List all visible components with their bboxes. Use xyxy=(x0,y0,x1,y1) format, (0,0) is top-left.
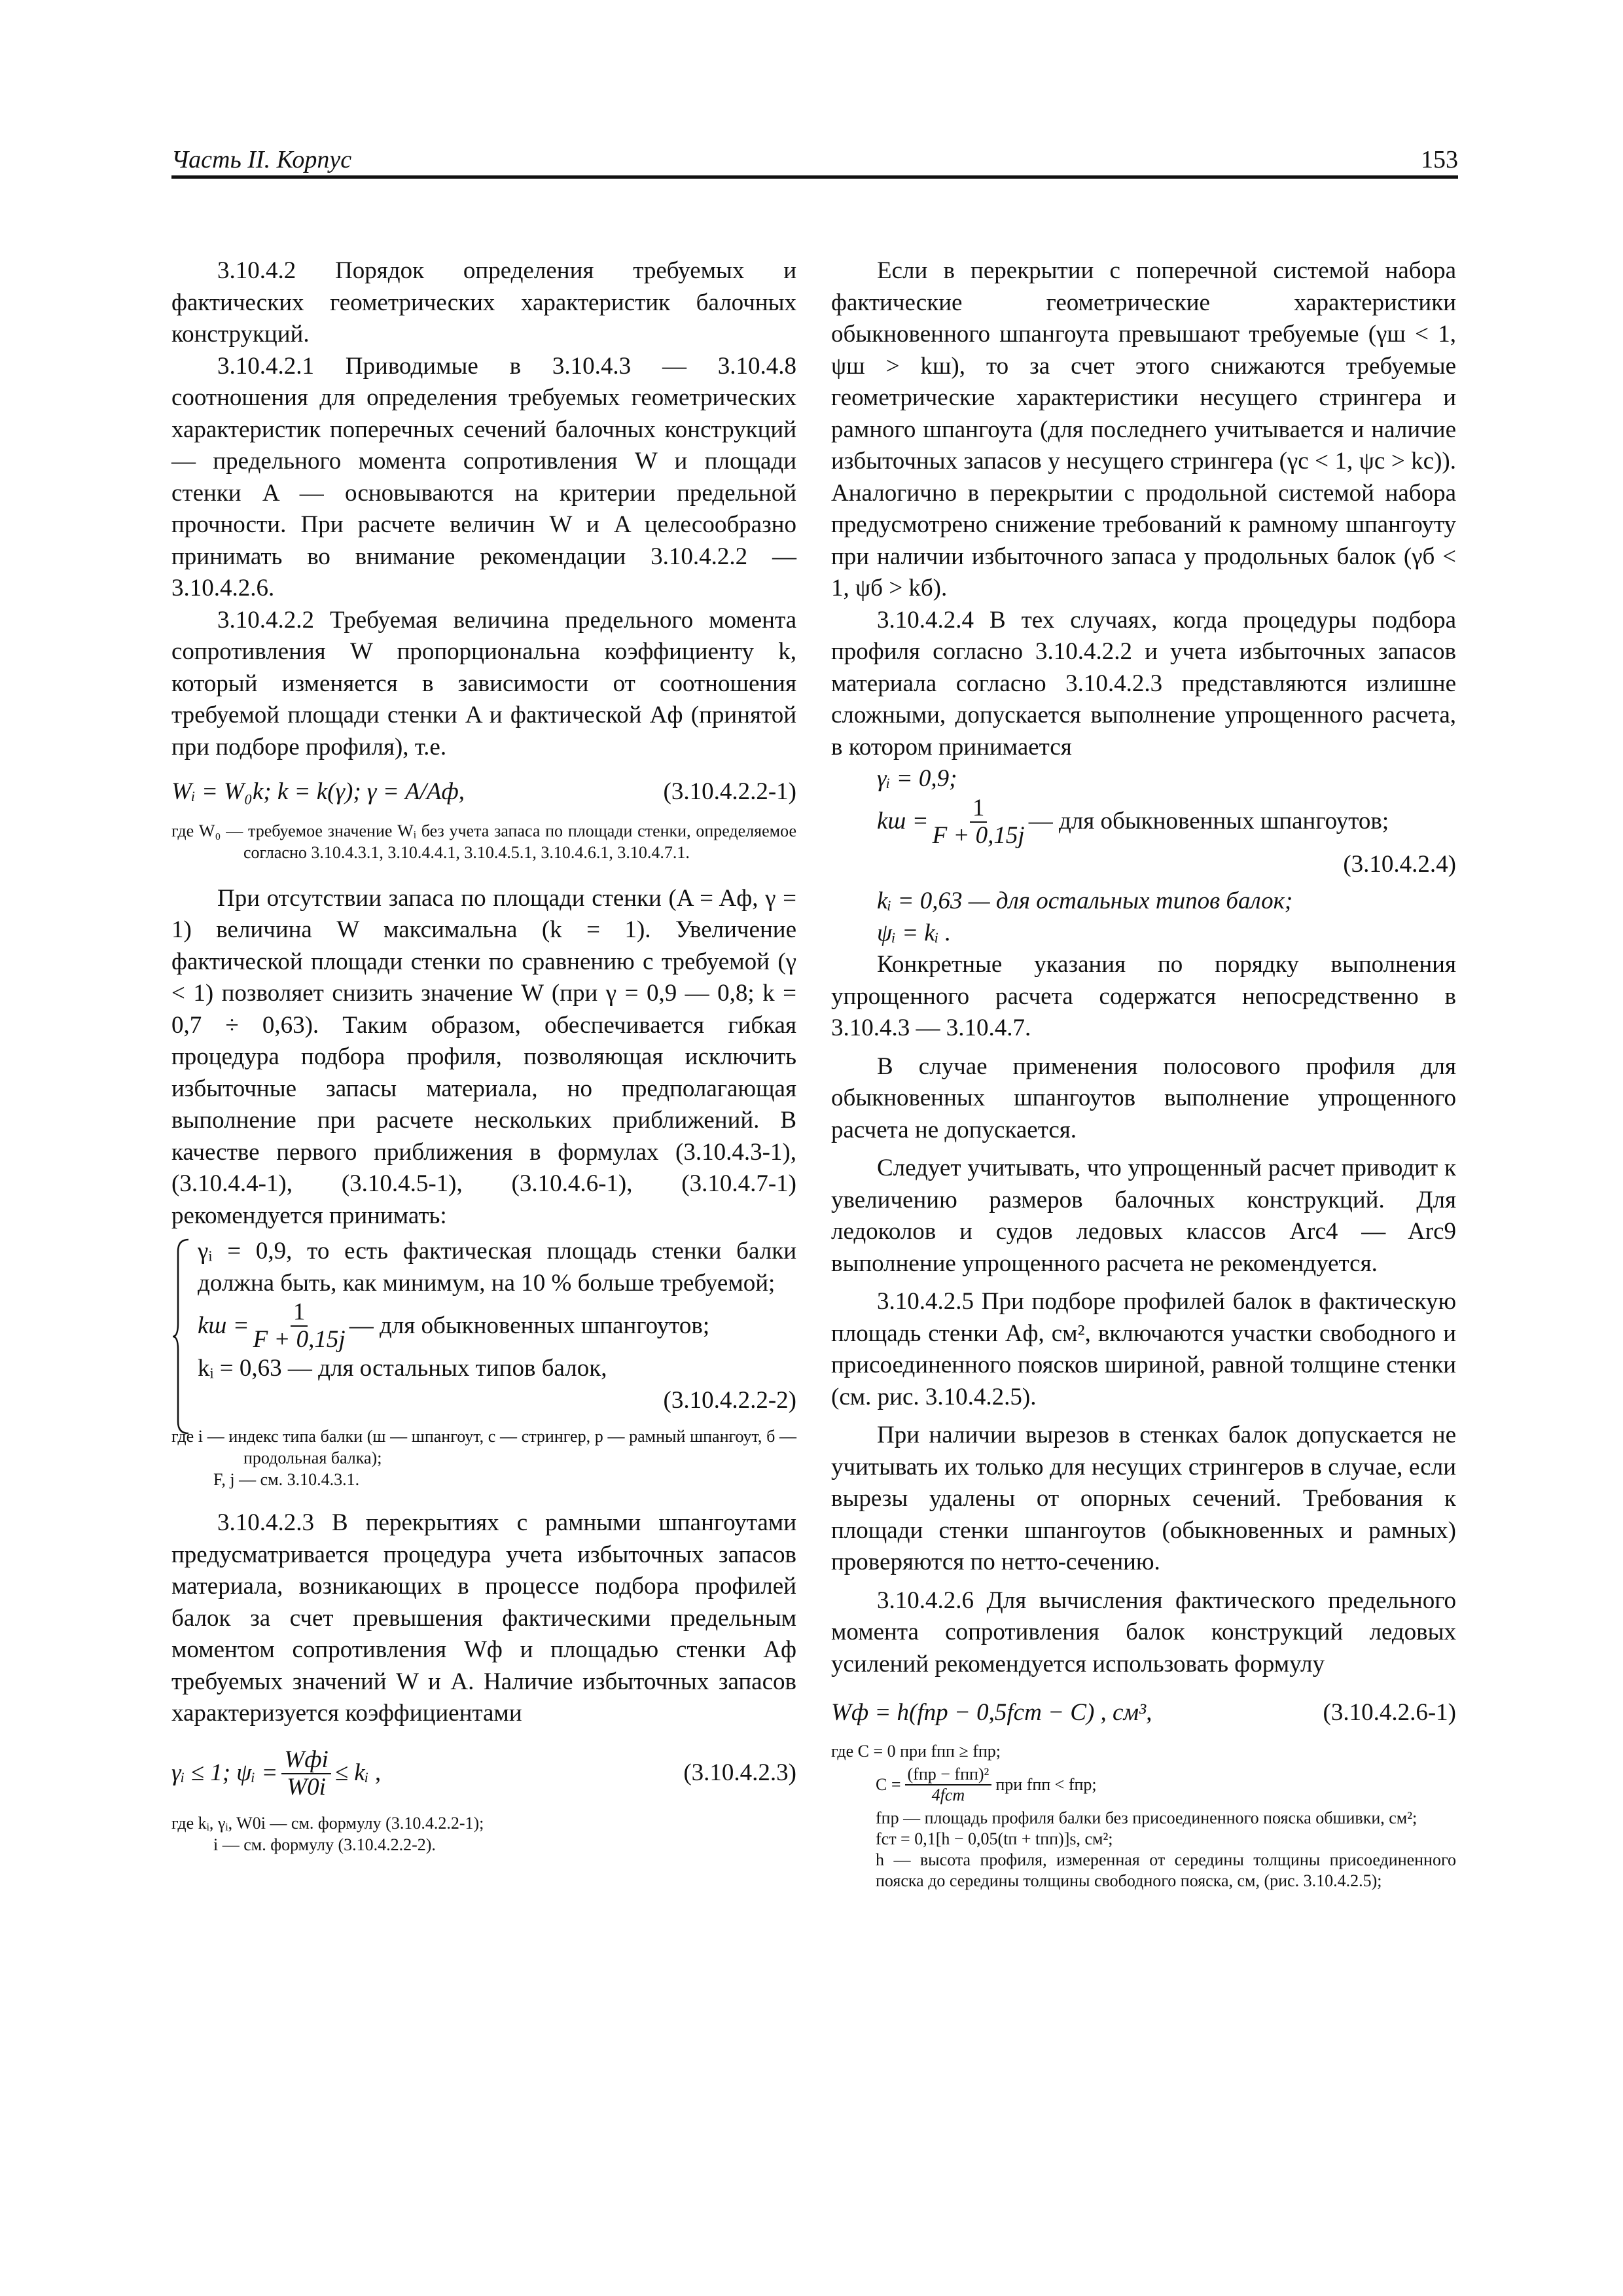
formula-line: γᵢ = 0,9; xyxy=(877,765,957,792)
equation-number: (3.10.4.2.3) xyxy=(683,1759,796,1787)
formula-lhs: C = xyxy=(876,1774,901,1794)
equation-number: (3.10.4.2.2-2) xyxy=(663,1386,796,1414)
formula-line: kᵢ = 0,63 — для остальных типов балок; xyxy=(877,888,1293,914)
equation xyxy=(171,1747,381,1801)
footnote: i — см. формулу (3.10.4.2.2-2). xyxy=(213,1835,436,1854)
formula-rhs: при fпп < fпр; xyxy=(995,1774,1097,1794)
formula-line: ψᵢ = kᵢ . xyxy=(877,919,952,946)
paragraph: 3.10.4.2.5 При подборе профилей балок в фактическую площадь стенки Aф, см², включаются участки свободного и присоединенного поясков шириной, равной толщине стенки (см. рис. 3.10.4.2.5). xyxy=(831,1288,1456,1410)
paragraph: 3.10.4.2 Порядок определения требуемых и фактических геометрических характеристик балочных конструкций. xyxy=(171,257,796,348)
equation: Wᵢ = W₀k; k = k(γ); γ = A/Aф, xyxy=(171,778,465,805)
equation-number: (3.10.4.2.6-1) xyxy=(1323,1699,1456,1726)
footnote: где W₀ — требуемое значение Wᵢ без учета запаса по площади стенки, определяемое согласно 3.10.4.3.1, 3.10.4.4.1, 3.10.4.5.1, 3.10.4.6.1, 3.10.4.7.1. xyxy=(171,821,796,862)
paragraph: 3.10.4.2.1 Приводимые в 3.10.4.3 — 3.10.4.8 соотношения для определения требуемых геометрических характеристик поперечных сечений балочных конструкций — предельного момента сопротивления W и площади стенки A — основываются на критерии предельной прочности. При расчете величин W и A целесообразно принимать во внимание рекомендации 3.10.4.2.2 — 3.10.4.2.6. xyxy=(171,352,796,601)
formula-lhs: kш = xyxy=(877,808,929,835)
running-title: Часть II. Корпус xyxy=(171,146,352,173)
fraction-numerator: Wфi xyxy=(281,1747,330,1774)
footnote: h — высота профиля, измеренная от середины толщины присоединенного пояска до середины толщины свободного пояска, см, (рис. 3.10.4.2.5); xyxy=(876,1850,1456,1890)
formula-lhs: kш = xyxy=(198,1312,249,1339)
paragraph: В случае применения полосового профиля для обыкновенных шпангоутов выполнение упрощенного расчета не допускается. xyxy=(831,1052,1456,1143)
equation-number: (3.10.4.2.4) xyxy=(1343,850,1456,878)
paragraph: При отсутствии запаса по площади стенки (A = Aф, γ = 1) величина W максимальна (k = 1). Увеличение фактической площади стенки по сравнению с требуемой (γ < 1) позволяет снизить значение W (при γ = 0,9 — 0,8; k = 0,7 ÷ 0,63). Таким образом, обеспечивается гибкая процедура подбора профиля, позволяющая исключить избыточные запасы материала, но предполагающая выполнение при расчете нескольких приближений. В качестве первого приближения в формулах (3.10.4.3-1), (3.10.4.4-1), (3.10.4.5-1), (3.10.4.6-1), (3.10.4.7-1) рекомендуется принимать: xyxy=(171,884,796,1229)
right-column xyxy=(831,255,1456,1892)
formula-rhs: ≤ kᵢ , xyxy=(334,1759,382,1787)
fraction xyxy=(933,795,1025,849)
condition-item: γᵢ = 0,9, то есть фактическая площадь стенки балки должна быть, как минимум, на 10 % больше требуемой; xyxy=(198,1238,796,1297)
fraction-denominator: F + 0,15j xyxy=(253,1326,346,1353)
fraction-numerator: 1 xyxy=(970,795,988,823)
paragraph: 3.10.4.2.4 В тех случаях, когда процедуры подбора профиля согласно 3.10.4.2.2 и учета избыточных запасов материала согласно 3.10.4.2.3 представляются излишне сложными, допускается выполнение упрощенного расчета, в котором принимается xyxy=(831,606,1456,761)
brace-conditions xyxy=(171,1236,796,1416)
paragraph: Следует учитывать, что упрощенный расчет приводит к увеличению размеров балочных конструкций. Для ледоколов и судов ледовых классов Arc4 — Arc9 выполнение упрощенного расчета не рекомендуется. xyxy=(831,1155,1456,1277)
fraction xyxy=(253,1299,346,1353)
curly-brace-icon xyxy=(171,1238,190,1435)
formula-block xyxy=(831,763,1456,949)
paragraph: При наличии вырезов в стенках балок допускается не учитывать их только для несущих стрингеров в случае, если вырезы удалены от опорных сечений. Требования к площади стенки шпангоутов (обыкновенных и рамных) проверяются по нетто-сечению. xyxy=(831,1422,1456,1575)
fraction-denominator: W0i xyxy=(287,1773,326,1801)
footnote: где kᵢ, γᵢ, W0i — см. формулу (3.10.4.2.2-1); xyxy=(171,1813,484,1833)
paragraph: Конкретные указания по порядку выполнения упрощенного расчета содержатся непосредственно в 3.10.4.3 — 3.10.4.7. xyxy=(831,951,1456,1041)
fraction-numerator: (fпр − fпп)² xyxy=(905,1765,992,1785)
header-rule xyxy=(171,175,1458,179)
paragraph: 3.10.4.2.2 Требуемая величина предельного момента сопротивления W пропорциональна коэффициенту k, который изменяется в зависимости от соотношения требуемой площади стенки A и фактической Aф (принятой при подборе профиля), т.е. xyxy=(171,606,796,761)
condition-item: kᵢ = 0,63 — для остальных типов балок, xyxy=(198,1355,607,1382)
condition-item xyxy=(198,1299,796,1353)
footnote: где i — индекс типа балки (ш — шпангоут, с — стрингер, р — рамный шпангоут, б — продольная балка); xyxy=(171,1427,796,1467)
formula-rhs: — для обыкновенных шпангоутов; xyxy=(349,1312,710,1339)
paragraph: 3.10.4.2.3 В перекрытиях с рамными шпангоутами предусматривается процедура учета избыточных запасов материала, возникающих в процессе подбора профилей балок за счет превышения фактическими предельным моментом сопротивления Wф и площадью стенки Aф требуемых значений W и A. Наличие избыточных запасов характеризуется коэффициентами xyxy=(171,1509,796,1727)
footnote: fпр — площадь профиля балки без присоединенного пояска обшивки, см²; xyxy=(876,1808,1418,1827)
equation-row xyxy=(171,776,796,808)
left-column xyxy=(171,255,796,1856)
formula-line xyxy=(877,795,1456,849)
equation: Wф = h(fпр − 0,5fст − C) , см³, xyxy=(831,1699,1152,1726)
footnote: где C = 0 при fпп ≥ fпр; xyxy=(831,1741,1001,1761)
fraction xyxy=(281,1747,330,1801)
fraction xyxy=(905,1765,992,1805)
paragraph: 3.10.4.2.6 Для вычисления фактического предельного момента сопротивления балок конструкций ледовых усилений рекомендуется использовать формулу xyxy=(831,1587,1456,1677)
fraction-denominator: F + 0,15j xyxy=(932,821,1025,849)
formula-rhs: — для обыкновенных шпангоутов; xyxy=(1028,808,1389,835)
fraction-denominator: 4fст xyxy=(931,1785,965,1804)
formula-lhs: γᵢ ≤ 1; ψᵢ = xyxy=(171,1759,278,1787)
paragraph: Если в перекрытии с поперечной системой набора фактические геометрические характеристики обыкновенного шпангоута превышают требуемые (γш < 1, ψш > kш), то за счет этого снижаются требуемые геометрические характеристики несущего стрингера и рамного шпангоута (для последнего учитывается и наличие избыточных запасов у несущего стрингера (γс < 1, ψс > kс)). Аналогично в перекрытии с продольной системой набора предусмотрено снижение требований к рамному шпангоуту при наличии избыточного запаса у продольных балок (γб < 1, ψб > kб). xyxy=(831,257,1456,601)
fraction-numerator: 1 xyxy=(291,1299,308,1327)
equation-number: (3.10.4.2.2-1) xyxy=(663,778,796,805)
page-number: 153 xyxy=(1421,146,1458,173)
footnote: F, j — см. 3.10.4.3.1. xyxy=(213,1470,360,1489)
footnote: fст = 0,1[h − 0,05(tп + tпп)]s, см²; xyxy=(876,1829,1113,1848)
footnote xyxy=(831,1765,1456,1805)
equation-row xyxy=(831,1697,1456,1729)
equation-row xyxy=(171,1747,796,1801)
